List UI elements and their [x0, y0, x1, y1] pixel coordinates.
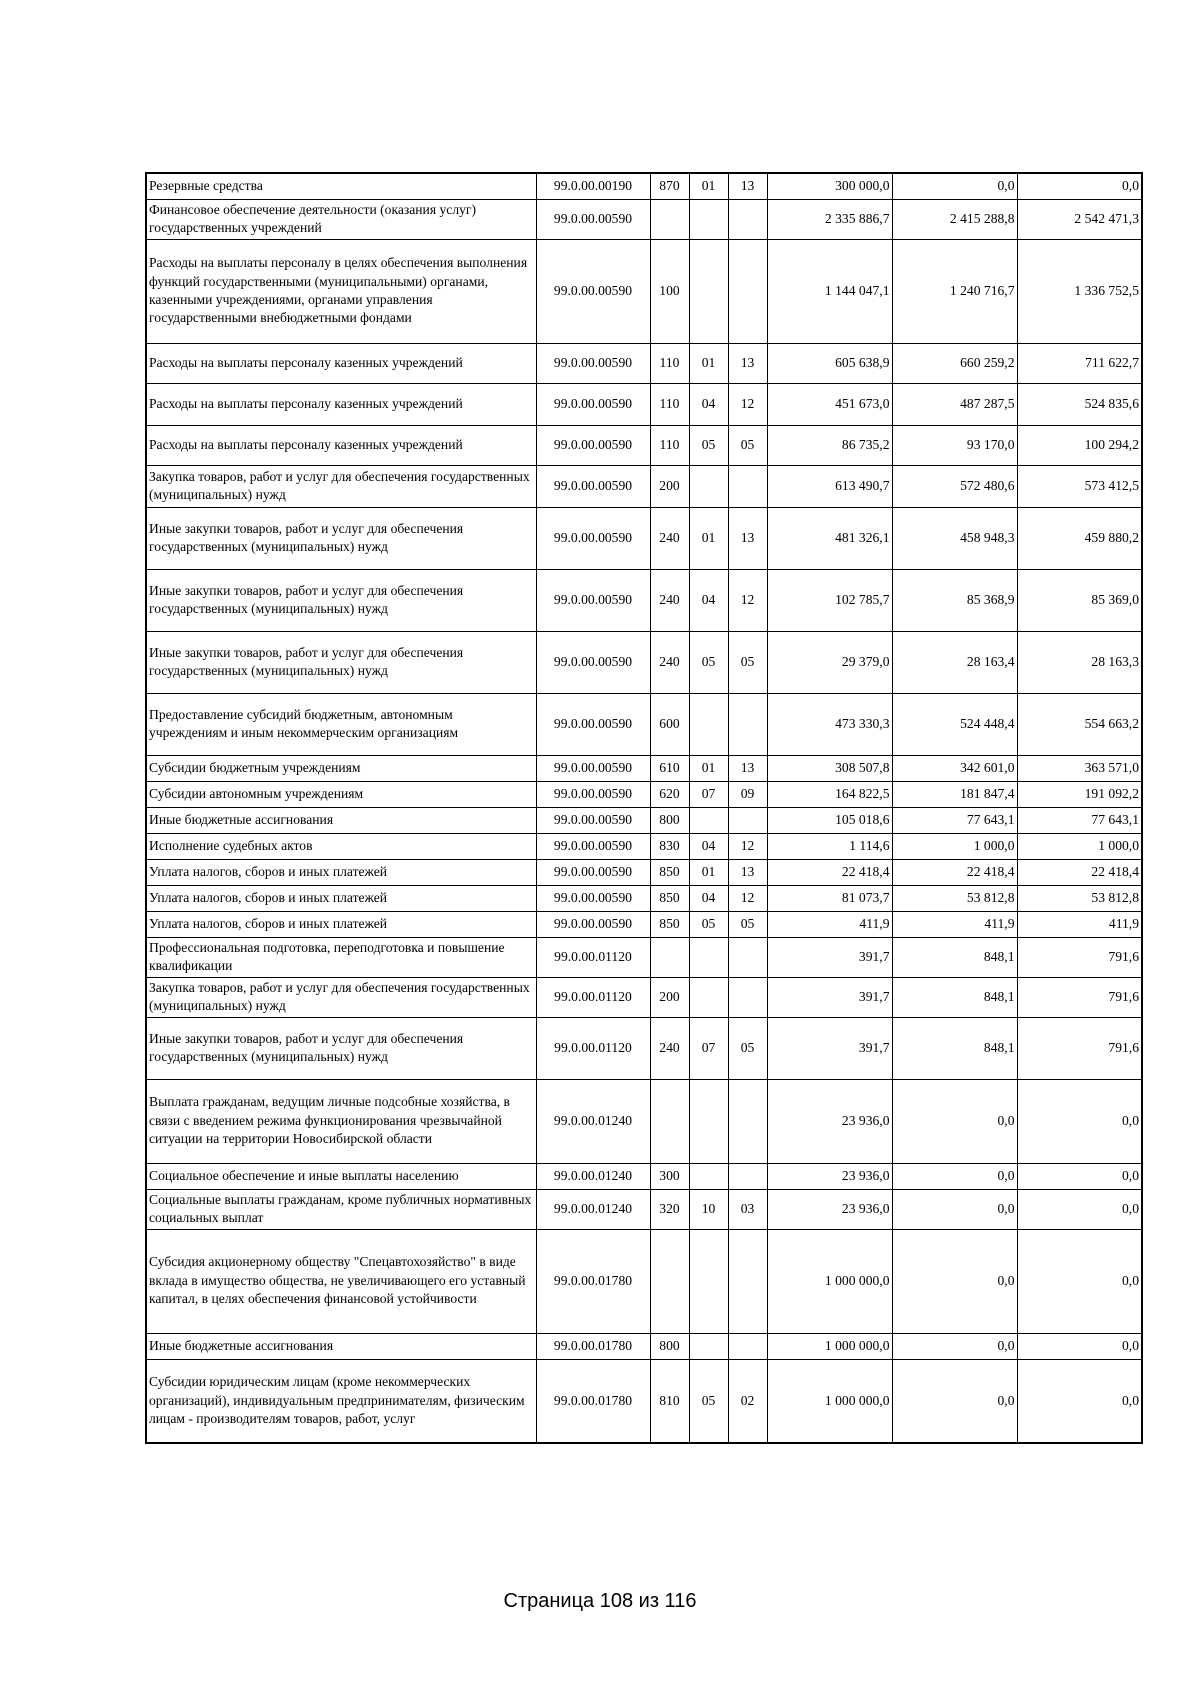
- row-section: 05: [689, 911, 728, 937]
- row-value-2: 0,0: [892, 1163, 1017, 1189]
- row-value-3: 0,0: [1017, 1079, 1142, 1163]
- row-expense-type: 870: [650, 173, 689, 199]
- table-row: [146, 859, 1142, 885]
- row-code: 99.0.00.00590: [536, 693, 650, 755]
- row-value-1: 308 507,8: [767, 755, 892, 781]
- row-code: 99.0.00.00590: [536, 807, 650, 833]
- row-section: 05: [689, 425, 728, 465]
- row-subsection: 03: [728, 1189, 767, 1229]
- row-subsection: 09: [728, 781, 767, 807]
- row-subsection: 05: [728, 631, 767, 693]
- row-value-3: 85 369,0: [1017, 569, 1142, 631]
- row-value-2: 28 163,4: [892, 631, 1017, 693]
- row-value-3: 1 336 752,5: [1017, 239, 1142, 343]
- row-value-3: 459 880,2: [1017, 507, 1142, 569]
- row-value-1: 1 000 000,0: [767, 1359, 892, 1443]
- row-section: 01: [689, 173, 728, 199]
- table-row: [146, 199, 1142, 239]
- row-name: Иные закупки товаров, работ и услуг для обеспечения государственных (муниципальных) нужд: [146, 569, 536, 631]
- row-value-1: 411,9: [767, 911, 892, 937]
- table-row: [146, 911, 1142, 937]
- row-code: 99.0.00.01240: [536, 1189, 650, 1229]
- row-expense-type: 600: [650, 693, 689, 755]
- row-section: [689, 1079, 728, 1163]
- row-value-3: 0,0: [1017, 1229, 1142, 1333]
- row-subsection: [728, 199, 767, 239]
- row-expense-type: 240: [650, 569, 689, 631]
- row-name: Субсидия акционерному обществу "Спецавтохозяйство" в виде вклада в имущество общества, не увеличивающего его уставный капитал, в целях обеспечения финансовой устойчивости: [146, 1229, 536, 1333]
- row-code: 99.0.00.00590: [536, 833, 650, 859]
- row-expense-type: 320: [650, 1189, 689, 1229]
- row-value-2: 0,0: [892, 1359, 1017, 1443]
- row-subsection: 13: [728, 343, 767, 383]
- row-value-1: 2 335 886,7: [767, 199, 892, 239]
- table-row: [146, 1079, 1142, 1163]
- table-row: [146, 1333, 1142, 1359]
- row-value-3: 0,0: [1017, 1163, 1142, 1189]
- table-body: [146, 173, 1142, 1443]
- row-name: Уплата налогов, сборов и иных платежей: [146, 859, 536, 885]
- row-value-3: 191 092,2: [1017, 781, 1142, 807]
- row-section: [689, 1333, 728, 1359]
- table-row: [146, 465, 1142, 507]
- row-value-1: 105 018,6: [767, 807, 892, 833]
- row-code: 99.0.00.00590: [536, 383, 650, 425]
- row-code: 99.0.00.00590: [536, 569, 650, 631]
- row-name: Резервные средства: [146, 173, 536, 199]
- row-value-1: 164 822,5: [767, 781, 892, 807]
- row-expense-type: [650, 199, 689, 239]
- row-name: Социальное обеспечение и иные выплаты населению: [146, 1163, 536, 1189]
- row-code: 99.0.00.00590: [536, 885, 650, 911]
- table-row: [146, 425, 1142, 465]
- row-code: 99.0.00.01240: [536, 1079, 650, 1163]
- row-expense-type: 240: [650, 1017, 689, 1079]
- row-subsection: 12: [728, 885, 767, 911]
- row-subsection: 12: [728, 383, 767, 425]
- row-value-3: 100 294,2: [1017, 425, 1142, 465]
- row-value-3: 53 812,8: [1017, 885, 1142, 911]
- row-value-3: 411,9: [1017, 911, 1142, 937]
- row-subsection: 02: [728, 1359, 767, 1443]
- row-code: 99.0.00.00590: [536, 859, 650, 885]
- row-value-2: 848,1: [892, 937, 1017, 977]
- row-value-1: 605 638,9: [767, 343, 892, 383]
- row-code: 99.0.00.01120: [536, 977, 650, 1017]
- table-row: [146, 1163, 1142, 1189]
- row-subsection: 13: [728, 507, 767, 569]
- row-code: 99.0.00.00590: [536, 425, 650, 465]
- row-value-1: 23 936,0: [767, 1163, 892, 1189]
- row-value-3: 791,6: [1017, 1017, 1142, 1079]
- row-value-2: 660 259,2: [892, 343, 1017, 383]
- row-value-1: 613 490,7: [767, 465, 892, 507]
- row-name: Выплата гражданам, ведущим личные подсобные хозяйства, в связи с введением режима функционирования чрезвычайной ситуации на территории Новосибирской области: [146, 1079, 536, 1163]
- row-subsection: 05: [728, 425, 767, 465]
- row-value-2: 53 812,8: [892, 885, 1017, 911]
- row-expense-type: 800: [650, 1333, 689, 1359]
- table-row: [146, 383, 1142, 425]
- row-expense-type: 200: [650, 977, 689, 1017]
- row-section: 05: [689, 1359, 728, 1443]
- row-expense-type: 240: [650, 631, 689, 693]
- row-expense-type: 810: [650, 1359, 689, 1443]
- row-value-3: 0,0: [1017, 173, 1142, 199]
- table-row: [146, 755, 1142, 781]
- row-code: 99.0.00.00590: [536, 343, 650, 383]
- row-name: Расходы на выплаты персоналу в целях обеспечения выполнения функций государственными (муниципальными) органами, казенными учреждениями, органами управления государственными внебюджетными фондами: [146, 239, 536, 343]
- row-expense-type: 300: [650, 1163, 689, 1189]
- row-name: Иные бюджетные ассигнования: [146, 807, 536, 833]
- row-section: [689, 465, 728, 507]
- row-value-1: 1 000 000,0: [767, 1229, 892, 1333]
- row-value-3: 524 835,6: [1017, 383, 1142, 425]
- row-section: 07: [689, 1017, 728, 1079]
- row-code: 99.0.00.01780: [536, 1229, 650, 1333]
- row-code: 99.0.00.00590: [536, 755, 650, 781]
- row-value-3: 791,6: [1017, 977, 1142, 1017]
- row-subsection: [728, 807, 767, 833]
- row-section: 10: [689, 1189, 728, 1229]
- table-row: [146, 173, 1142, 199]
- row-name: Расходы на выплаты персоналу казенных учреждений: [146, 383, 536, 425]
- row-expense-type: 850: [650, 911, 689, 937]
- row-subsection: [728, 1229, 767, 1333]
- row-value-2: 1 240 716,7: [892, 239, 1017, 343]
- row-subsection: 13: [728, 173, 767, 199]
- row-value-2: 77 643,1: [892, 807, 1017, 833]
- page-number: Страница 108 из 116: [503, 1590, 697, 1612]
- table-row: [146, 937, 1142, 977]
- row-name: Субсидии автономным учреждениям: [146, 781, 536, 807]
- row-name: Субсидии бюджетным учреждениям: [146, 755, 536, 781]
- row-name: Расходы на выплаты персоналу казенных учреждений: [146, 425, 536, 465]
- row-subsection: 05: [728, 911, 767, 937]
- row-section: 05: [689, 631, 728, 693]
- row-subsection: [728, 977, 767, 1017]
- row-section: 01: [689, 859, 728, 885]
- row-expense-type: 850: [650, 885, 689, 911]
- row-value-2: 0,0: [892, 1189, 1017, 1229]
- table-row: [146, 239, 1142, 343]
- row-name: Закупка товаров, работ и услуг для обеспечения государственных (муниципальных) нужд: [146, 465, 536, 507]
- row-section: 07: [689, 781, 728, 807]
- row-subsection: 12: [728, 569, 767, 631]
- row-name: Профессиональная подготовка, переподготовка и повышение квалификации: [146, 937, 536, 977]
- row-code: 99.0.00.00590: [536, 781, 650, 807]
- row-expense-type: 100: [650, 239, 689, 343]
- budget-table: [145, 172, 1143, 1444]
- row-section: 01: [689, 507, 728, 569]
- row-value-3: 2 542 471,3: [1017, 199, 1142, 239]
- table-row: [146, 631, 1142, 693]
- row-value-2: 2 415 288,8: [892, 199, 1017, 239]
- row-name: Иные закупки товаров, работ и услуг для обеспечения государственных (муниципальных) нужд: [146, 1017, 536, 1079]
- row-subsection: [728, 937, 767, 977]
- table-row: [146, 1017, 1142, 1079]
- row-code: 99.0.00.00590: [536, 239, 650, 343]
- row-name: Иные закупки товаров, работ и услуг для обеспечения государственных (муниципальных) нужд: [146, 631, 536, 693]
- row-value-2: 0,0: [892, 1229, 1017, 1333]
- row-subsection: [728, 239, 767, 343]
- row-expense-type: [650, 1229, 689, 1333]
- row-expense-type: [650, 1079, 689, 1163]
- row-subsection: 12: [728, 833, 767, 859]
- row-code: 99.0.00.01240: [536, 1163, 650, 1189]
- row-code: 99.0.00.00590: [536, 631, 650, 693]
- row-section: [689, 1229, 728, 1333]
- table-row: [146, 343, 1142, 383]
- row-value-2: 22 418,4: [892, 859, 1017, 885]
- row-name: Закупка товаров, работ и услуг для обеспечения государственных (муниципальных) нужд: [146, 977, 536, 1017]
- row-value-2: 524 448,4: [892, 693, 1017, 755]
- row-name: Уплата налогов, сборов и иных платежей: [146, 911, 536, 937]
- row-section: [689, 693, 728, 755]
- table-row: [146, 977, 1142, 1017]
- row-name: Расходы на выплаты персоналу казенных учреждений: [146, 343, 536, 383]
- row-value-3: 0,0: [1017, 1333, 1142, 1359]
- row-value-2: 487 287,5: [892, 383, 1017, 425]
- row-value-2: 0,0: [892, 1079, 1017, 1163]
- row-value-1: 81 073,7: [767, 885, 892, 911]
- row-value-1: 1 000 000,0: [767, 1333, 892, 1359]
- table-row: [146, 833, 1142, 859]
- row-expense-type: 800: [650, 807, 689, 833]
- row-name: Иные бюджетные ассигнования: [146, 1333, 536, 1359]
- row-value-1: 391,7: [767, 977, 892, 1017]
- row-value-2: 85 368,9: [892, 569, 1017, 631]
- row-subsection: [728, 1163, 767, 1189]
- row-code: 99.0.00.00590: [536, 199, 650, 239]
- row-expense-type: 200: [650, 465, 689, 507]
- row-value-3: 554 663,2: [1017, 693, 1142, 755]
- table-row: [146, 507, 1142, 569]
- row-subsection: 13: [728, 755, 767, 781]
- row-value-1: 23 936,0: [767, 1079, 892, 1163]
- row-value-1: 391,7: [767, 1017, 892, 1079]
- row-value-1: 23 936,0: [767, 1189, 892, 1229]
- row-subsection: [728, 1333, 767, 1359]
- row-name: Иные закупки товаров, работ и услуг для обеспечения государственных (муниципальных) нужд: [146, 507, 536, 569]
- row-subsection: [728, 465, 767, 507]
- row-code: 99.0.00.00190: [536, 173, 650, 199]
- row-code: 99.0.00.01120: [536, 937, 650, 977]
- row-value-3: 77 643,1: [1017, 807, 1142, 833]
- row-value-2: 0,0: [892, 1333, 1017, 1359]
- row-value-3: 363 571,0: [1017, 755, 1142, 781]
- row-value-2: 848,1: [892, 1017, 1017, 1079]
- row-expense-type: 110: [650, 343, 689, 383]
- row-value-1: 1 114,6: [767, 833, 892, 859]
- row-value-2: 181 847,4: [892, 781, 1017, 807]
- row-expense-type: 110: [650, 425, 689, 465]
- row-name: Исполнение судебных актов: [146, 833, 536, 859]
- row-section: [689, 1163, 728, 1189]
- row-value-1: 29 379,0: [767, 631, 892, 693]
- row-name: Финансовое обеспечение деятельности (оказания услуг) государственных учреждений: [146, 199, 536, 239]
- row-expense-type: 240: [650, 507, 689, 569]
- row-section: 04: [689, 383, 728, 425]
- row-expense-type: 830: [650, 833, 689, 859]
- row-value-1: 22 418,4: [767, 859, 892, 885]
- row-section: [689, 199, 728, 239]
- row-value-2: 342 601,0: [892, 755, 1017, 781]
- row-subsection: 13: [728, 859, 767, 885]
- row-code: 99.0.00.01780: [536, 1359, 650, 1443]
- row-value-3: 0,0: [1017, 1359, 1142, 1443]
- row-value-1: 86 735,2: [767, 425, 892, 465]
- row-value-3: 711 622,7: [1017, 343, 1142, 383]
- table-row: [146, 1359, 1142, 1443]
- row-expense-type: 850: [650, 859, 689, 885]
- row-value-2: 93 170,0: [892, 425, 1017, 465]
- row-value-3: 1 000,0: [1017, 833, 1142, 859]
- row-value-3: 573 412,5: [1017, 465, 1142, 507]
- row-value-2: 0,0: [892, 173, 1017, 199]
- row-subsection: 05: [728, 1017, 767, 1079]
- row-section: 04: [689, 569, 728, 631]
- row-value-1: 481 326,1: [767, 507, 892, 569]
- row-value-1: 300 000,0: [767, 173, 892, 199]
- row-expense-type: 610: [650, 755, 689, 781]
- row-name: Предоставление субсидий бюджетным, автономным учреждениям и иным некоммерческим организациям: [146, 693, 536, 755]
- row-value-3: 791,6: [1017, 937, 1142, 977]
- row-value-2: 411,9: [892, 911, 1017, 937]
- row-subsection: [728, 693, 767, 755]
- table-row: [146, 885, 1142, 911]
- table-row: [146, 807, 1142, 833]
- row-section: 01: [689, 755, 728, 781]
- row-value-1: 451 673,0: [767, 383, 892, 425]
- row-value-2: 572 480,6: [892, 465, 1017, 507]
- row-name: Уплата налогов, сборов и иных платежей: [146, 885, 536, 911]
- row-value-3: 22 418,4: [1017, 859, 1142, 885]
- row-expense-type: 110: [650, 383, 689, 425]
- row-value-2: 1 000,0: [892, 833, 1017, 859]
- row-expense-type: [650, 937, 689, 977]
- row-subsection: [728, 1079, 767, 1163]
- table-row: [146, 569, 1142, 631]
- row-section: [689, 807, 728, 833]
- row-value-2: 848,1: [892, 977, 1017, 1017]
- row-value-2: 458 948,3: [892, 507, 1017, 569]
- row-value-1: 391,7: [767, 937, 892, 977]
- row-expense-type: 620: [650, 781, 689, 807]
- row-value-1: 473 330,3: [767, 693, 892, 755]
- row-name: Социальные выплаты гражданам, кроме публичных нормативных социальных выплат: [146, 1189, 536, 1229]
- row-section: [689, 977, 728, 1017]
- row-value-3: 28 163,3: [1017, 631, 1142, 693]
- row-section: [689, 239, 728, 343]
- row-code: 99.0.00.01120: [536, 1017, 650, 1079]
- row-value-3: 0,0: [1017, 1189, 1142, 1229]
- row-section: 04: [689, 885, 728, 911]
- row-section: 04: [689, 833, 728, 859]
- row-code: 99.0.00.01780: [536, 1333, 650, 1359]
- row-code: 99.0.00.00590: [536, 911, 650, 937]
- row-value-1: 1 144 047,1: [767, 239, 892, 343]
- row-section: 01: [689, 343, 728, 383]
- table-row: [146, 1229, 1142, 1333]
- table-row: [146, 1189, 1142, 1229]
- row-code: 99.0.00.00590: [536, 507, 650, 569]
- table-row: [146, 693, 1142, 755]
- row-section: [689, 937, 728, 977]
- row-name: Субсидии юридическим лицам (кроме некоммерческих организаций), индивидуальным предпринимателям, физическим лицам - производителям товаров, работ, услуг: [146, 1359, 536, 1443]
- table-row: [146, 781, 1142, 807]
- row-code: 99.0.00.00590: [536, 465, 650, 507]
- row-value-1: 102 785,7: [767, 569, 892, 631]
